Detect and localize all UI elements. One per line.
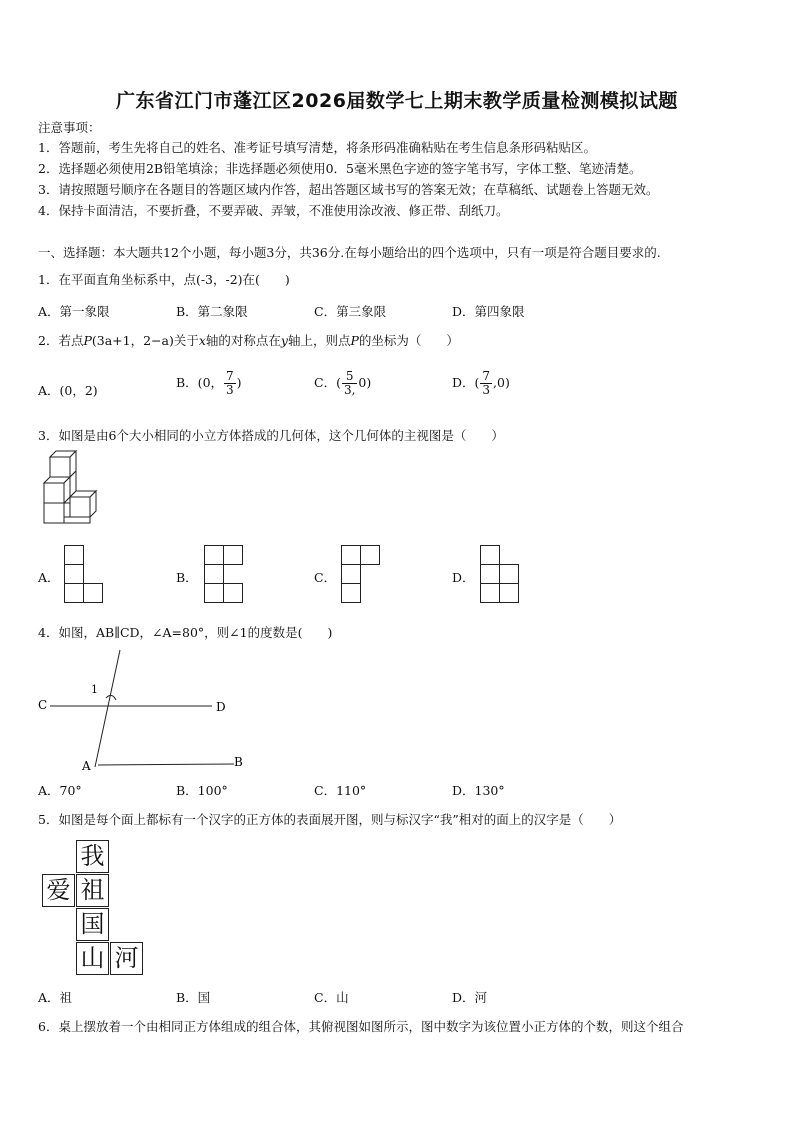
angle-arc xyxy=(106,695,116,700)
line-ab xyxy=(98,764,234,765)
note-item: 1．答题前，考生先将自己的姓名、准考证号填写清楚，将条形码准确粘贴在考生信息条形码粘贴区。 xyxy=(38,140,596,155)
q4-figure xyxy=(36,645,256,775)
note-item: 3．请按照题号顺序在各题目的答题区域内作答，超出答题区域书写的答案无效；在草稿纸、试题卷上答题无效。 xyxy=(38,182,659,197)
net-cell: 山 xyxy=(76,942,109,975)
page-title: 广东省江门市蓬江区2026届数学七上期末教学质量检测模拟试题 xyxy=(116,90,678,112)
q3-option-c[interactable]: C． xyxy=(314,570,337,585)
q1-option-a[interactable]: A．第一象限 xyxy=(38,304,110,319)
q3-solid-figure xyxy=(38,450,108,535)
q4-option-d[interactable]: D．130° xyxy=(452,783,505,798)
notes-heading: 注意事项： xyxy=(38,120,101,135)
q4-stem: 4．如图，AB∥CD，∠A=80°，则∠1的度数是( ) xyxy=(38,625,333,640)
q5-cube-net xyxy=(42,840,146,976)
q3-option-a-figure[interactable] xyxy=(64,545,108,607)
q3-option-d[interactable]: D． xyxy=(452,570,475,585)
label-d: D xyxy=(216,700,226,714)
q2-stem: 2．若点P(3a+1，2−a)关于x轴的对称点在y轴上，则点P的坐标为（ ） xyxy=(38,333,459,348)
section-heading: 一、选择题：本大题共12个小题，每小题3分，共36分.在每小题给出的四个选项中，只有一项是符合题目要求的. xyxy=(38,245,661,260)
q5-option-b[interactable]: B．国 xyxy=(176,990,211,1005)
label-b: B xyxy=(234,755,243,769)
q4-option-b[interactable]: B．100° xyxy=(176,783,228,798)
q1-option-d[interactable]: D．第四象限 xyxy=(452,304,525,319)
q6-stem: 6．桌上摆放着一个由相同正方体组成的组合体，其俯视图如图所示，图中数字为该位置小正方体的个数，则这个组合 xyxy=(38,1019,684,1034)
q4-option-c[interactable]: C．110° xyxy=(314,783,367,798)
note-item: 2．选择题必须使用2B铅笔填涂；非选择题必须使用0．5毫米黑色字迹的签字笔书写，字体工整、笔迹清楚。 xyxy=(38,161,642,176)
q3-option-a[interactable]: A． xyxy=(38,570,60,585)
q1-option-c[interactable]: C．第三象限 xyxy=(314,304,387,319)
q5-option-d[interactable]: D．河 xyxy=(452,990,488,1005)
net-cell: 我 xyxy=(76,840,109,873)
q2-option-c[interactable]: C．( $\frac{5}{3,}$ 0) xyxy=(314,369,372,397)
q2-option-d[interactable]: D．( $\frac{7}{3}$ ,0) xyxy=(452,369,510,397)
q5-stem: 5．如图是每个面上都标有一个汉字的正方体的表面展开图，则与标汉字“我”相对的面上的汉字是（ ） xyxy=(38,812,622,827)
q1-stem: 1．在平面直角坐标系中，点(-3，-2)在( ) xyxy=(38,272,290,287)
q5-option-c[interactable]: C．山 xyxy=(314,990,349,1005)
q3-option-b[interactable]: B． xyxy=(176,570,198,585)
net-cell: 河 xyxy=(110,942,143,975)
note-item: 4．保持卡面清洁，不要折叠，不要弄破、弄皱，不准使用涂改液、修正带、刮纸刀。 xyxy=(38,203,509,218)
cube-stack-figure xyxy=(38,450,108,535)
q3-option-d-figure[interactable] xyxy=(480,545,524,607)
net-cell: 国 xyxy=(76,908,109,941)
transversal xyxy=(95,650,120,767)
q2-option-b[interactable]: B．(0， $\frac{7}{3}$ ) xyxy=(176,369,242,397)
q5-option-a[interactable]: A．祖 xyxy=(38,990,73,1005)
label-a: A xyxy=(82,759,91,773)
q4-option-a[interactable]: A．70° xyxy=(38,783,82,798)
q2-option-a[interactable]: A．(0，2) xyxy=(38,383,98,398)
net-cell: 爱 xyxy=(42,874,75,907)
q3-option-b-figure[interactable] xyxy=(204,545,248,607)
q1-option-b[interactable]: B．第二象限 xyxy=(176,304,248,319)
label-1: 1 xyxy=(91,683,98,696)
label-c: C xyxy=(38,698,48,712)
q3-stem: 3．如图是由6个大小相同的小立方体搭成的几何体，这个几何体的主视图是（ ） xyxy=(38,428,504,443)
q3-option-c-figure[interactable] xyxy=(341,545,385,607)
net-cell: 祖 xyxy=(76,874,109,907)
